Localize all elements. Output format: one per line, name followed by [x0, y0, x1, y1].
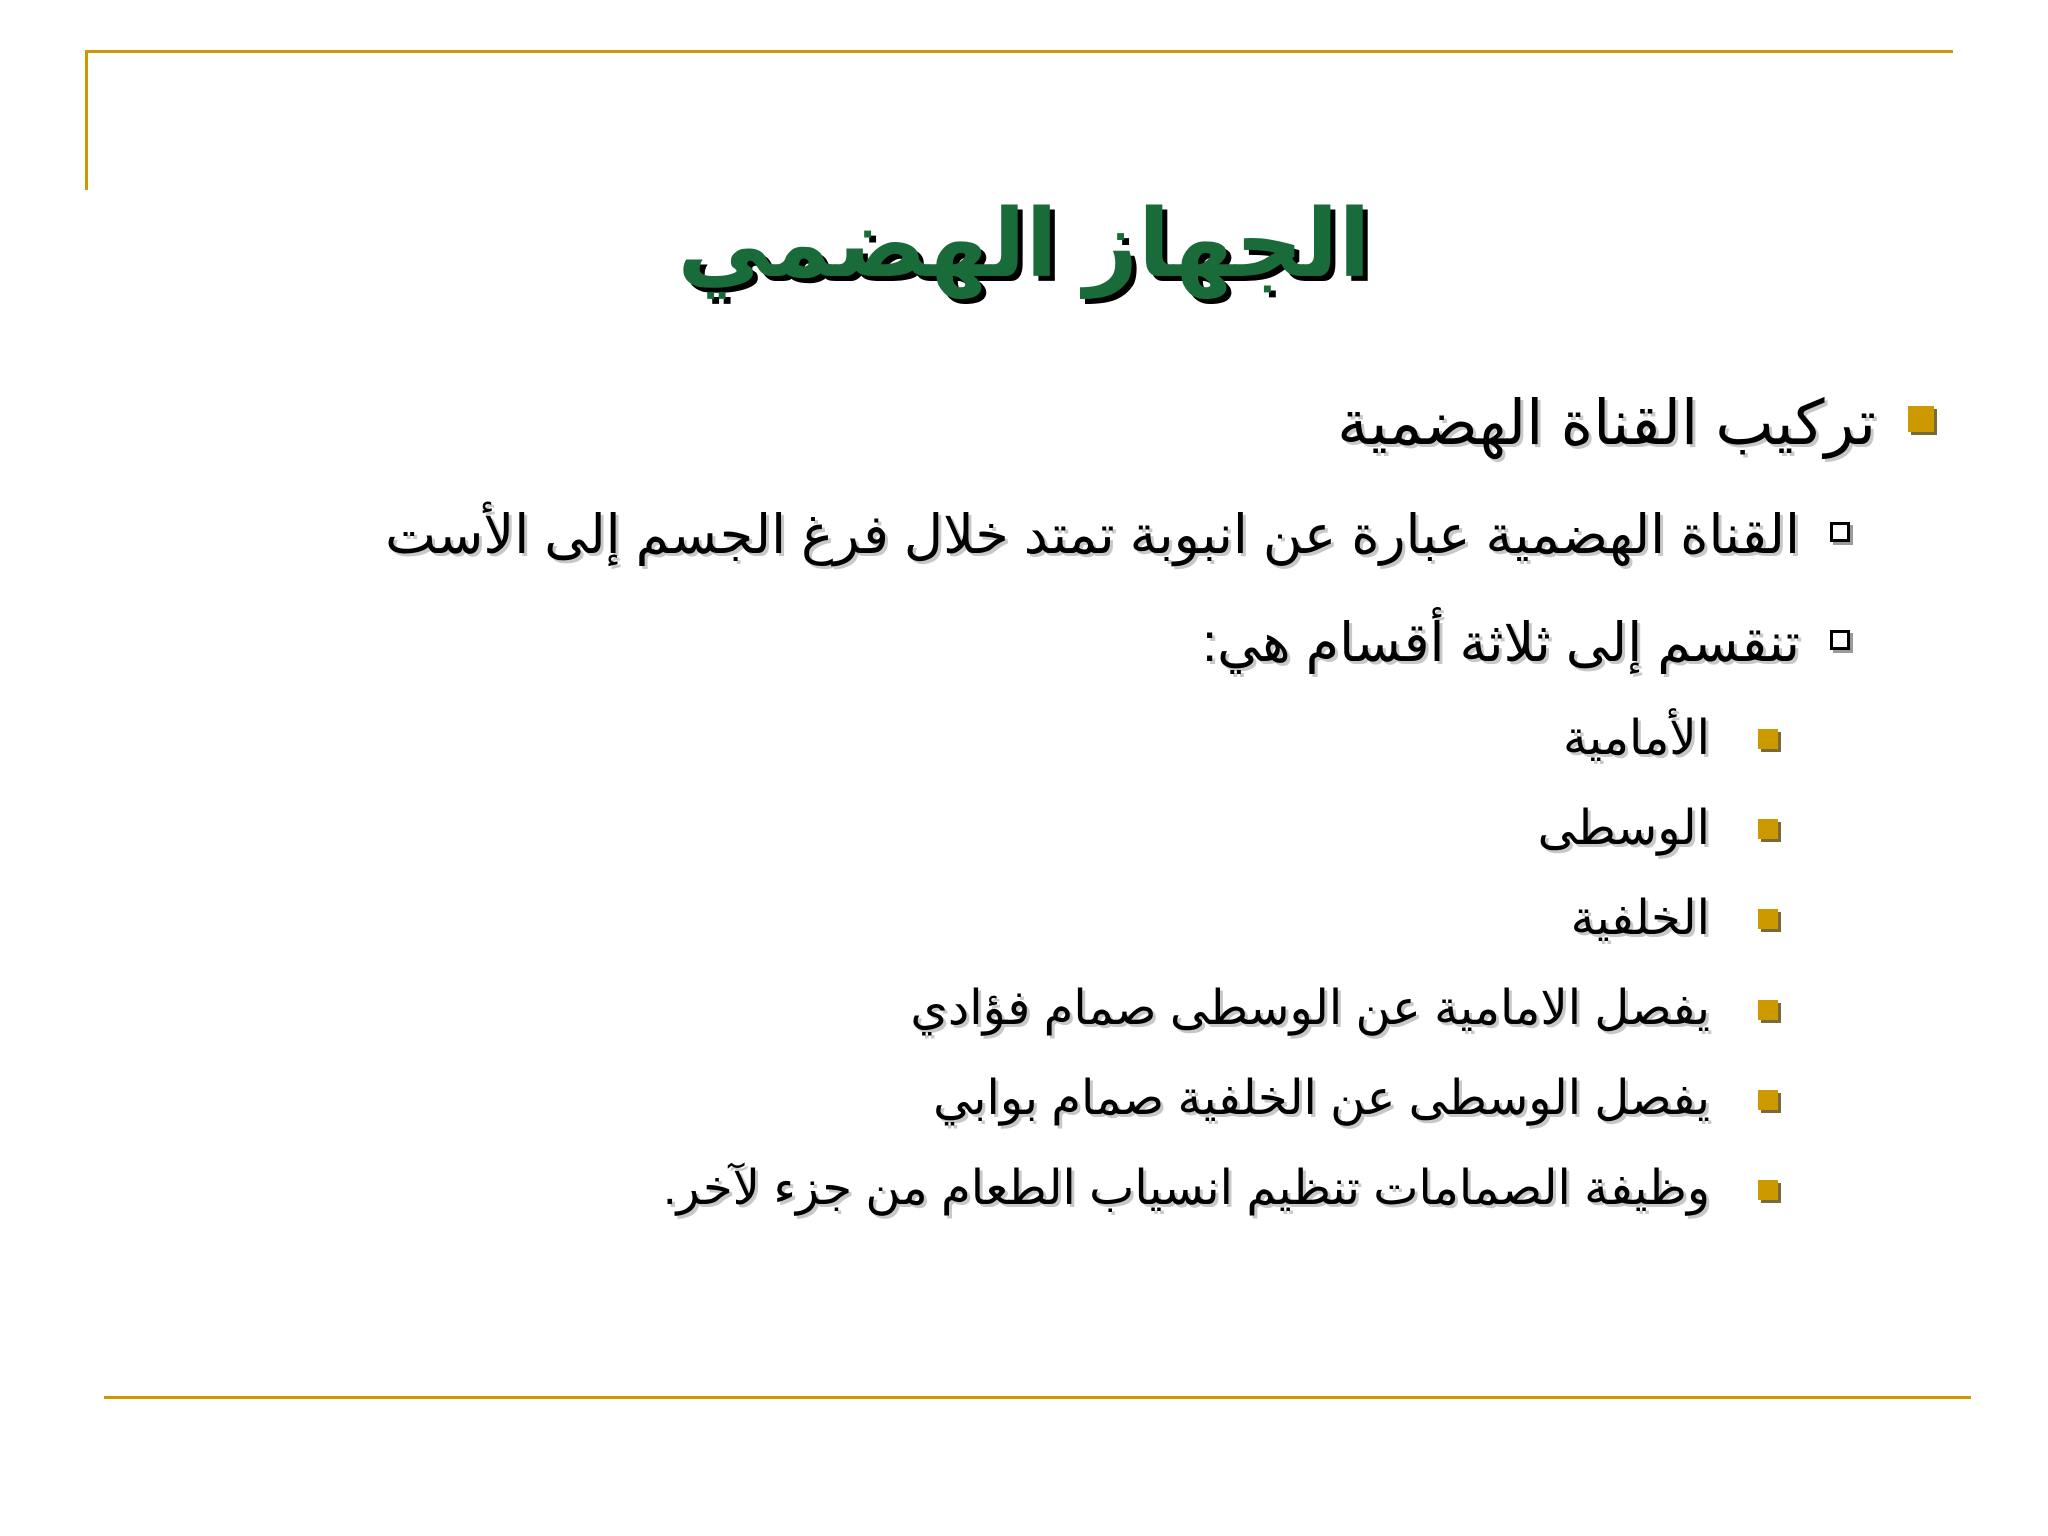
filled-square-icon [1908, 406, 1934, 432]
filled-square-icon [1758, 909, 1778, 929]
subpoint-text: يفصل الامامية عن الوسطى صمام فؤادي [910, 982, 1710, 1035]
left-border-line [85, 50, 88, 190]
filled-square-icon [1758, 1000, 1778, 1020]
subpoint-text: وظيفة الصمامات تنظيم انسياب الطعام من جزء لآخر. [663, 1162, 1710, 1215]
subpoint-text: الوسطى [1537, 802, 1710, 855]
filled-square-icon [1758, 819, 1778, 839]
subpoint-text: الخلفية [1570, 892, 1710, 945]
subpoint-text: الأمامية [1563, 712, 1710, 765]
subpoint-text: يفصل الوسطى عن الخلفية صمام بوابي [933, 1072, 1710, 1125]
bottom-border-line [104, 1396, 1971, 1399]
filled-square-icon [1758, 1090, 1778, 1110]
filled-square-icon [1758, 1180, 1778, 1200]
point-text: تنقسم إلى ثلاثة أقسام هي: [1202, 613, 1800, 673]
point-text: القناة الهضمية عبارة عن انبوبة تمتد خلال فرغ الجسم إلى الأست [385, 505, 1800, 565]
top-border-line [85, 50, 1953, 53]
slide-title: الجهاز الهضمي [677, 191, 1371, 296]
hollow-square-icon [1830, 630, 1850, 650]
filled-square-icon [1758, 729, 1778, 749]
heading-text: تركيب القناة الهضمية [1337, 389, 1876, 458]
hollow-square-icon [1830, 522, 1850, 542]
